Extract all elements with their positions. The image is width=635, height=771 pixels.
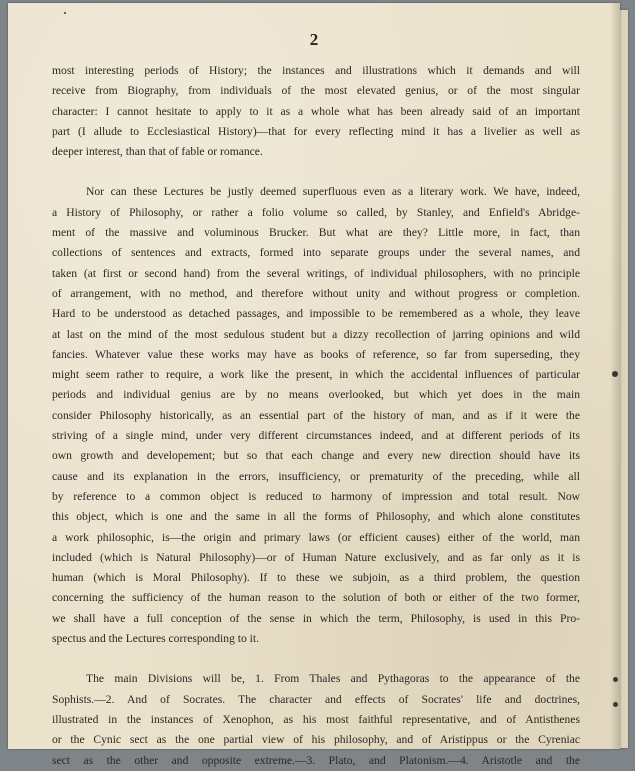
ink-spot [612, 371, 618, 377]
text-line: striving of a single mind, under very different circumstances indeed, and at different periods of its [52, 429, 580, 443]
book-page [8, 3, 620, 767]
text-line: sect as the other and opposite extreme.—3. Plato, and Platonism.—4. Aristotle and the [52, 753, 580, 767]
text-line: at last on the mind of the most sedulous student but a dizzy recollection of jarring opinions and wild [52, 327, 580, 341]
text-line: we shall have a full conception of the sense in which the term, Philosophy, is used in this Pro- [52, 611, 580, 625]
ink-spot [64, 12, 66, 14]
text-line: by reference to a common object is reduced to harmony of impression and total result. Now [52, 489, 580, 503]
text-line: Nor can these Lectures be justly deemed superfluous even as a literary work. We have, indeed, [86, 185, 580, 199]
text-line: The main Divisions will be, 1. From Thales and Pythagoras to the appearance of the [86, 672, 580, 686]
text-line: receive from Biography, from individuals of the most elevated genius, or of the most singular [52, 84, 580, 98]
text-line: human (which is Moral Philosophy). If to these we subjoin, as a third problem, the question [52, 571, 580, 585]
paragraph-2 [52, 182, 580, 649]
text-line: illustrated in the instances of Xenophon, as his most faithful representative, and of Antisthenes [52, 712, 580, 726]
paragraph-gap [52, 649, 580, 669]
text-line: own growth and developement; but so that each change and every new direction should have its [52, 449, 580, 463]
text-line: fancies. Whatever value these works may have as books of reference, so far from superseding, they [52, 347, 580, 361]
text-line: periods and individual genius are by no means overlooked, but which yet does in the main [52, 388, 580, 402]
text-line: of arrangement, with no method, and therefore without unity and without progress or completion. [52, 286, 580, 300]
text-line: consider Philosophy historically, as an essential part of the history of man, and as if it were the [52, 408, 580, 422]
text-line: cause and its explanation in the errors, insufficiency, or prematurity of the preceding, while all [52, 469, 580, 483]
ink-spot [613, 702, 618, 707]
page-number: 2 [309, 30, 319, 49]
paragraph-3 [52, 669, 580, 770]
text-line: a History of Philosophy, or rather a folio volume so called, by Stanley, and Enfield's Abridge- [52, 205, 580, 219]
text-line: included (which is Natural Philosophy)—or of Human Nature exclusively, and as far only as it is [52, 550, 580, 564]
text-line: spectus and the Lectures corresponding to it. [52, 632, 260, 646]
paragraph-gap [52, 162, 580, 182]
text-line: might seem rather to require, a work like the present, in which the accidental influences of particular [52, 368, 580, 382]
paragraph-1 [52, 61, 580, 162]
text-line: Sophists.—2. And of Socrates. The character and effects of Socrates' life and doctrines, [52, 692, 580, 706]
text-line: collections of sentences and extracts, formed into separate groups under the several names, and [52, 246, 580, 260]
text-line: or the Cynic sect as the one partial view of his philosophy, and of Aristippus or the Cyreniac [52, 733, 580, 747]
text-line: deeper interest, than that of fable or romance. [52, 145, 263, 159]
text-line: character: I cannot hesitate to apply to it as a whole what has been already said of an important [52, 104, 580, 118]
text-line: concerning the sufficiency of the human reason to the solution of both or either of the two former, [52, 591, 580, 605]
body-text [52, 61, 580, 771]
text-line: this object, which is one and the same in all the forms of Philosophy, and which alone constitutes [52, 510, 580, 524]
ink-spot [613, 677, 618, 682]
text-line: a work philosophic, is—the origin and primary laws (or efficient causes) either of the world, man [52, 530, 580, 544]
text-line: ment of the massive and voluminous Brucker. But what are they? Little more, in fact, than [52, 226, 580, 240]
text-line: most interesting periods of History; the instances and illustrations which it demands and will [52, 64, 580, 77]
text-line: Hard to be understood as detached passages, and impossible to be remembered as a whole, they leave [52, 307, 580, 321]
text-line: taken (at first or second hand) from the several writings, of individual philosophers, with no principle [52, 266, 580, 280]
text-line: part (I allude to Ecclesiastical History)—that for every reflecting mind it has a livelier as well as [52, 124, 580, 138]
